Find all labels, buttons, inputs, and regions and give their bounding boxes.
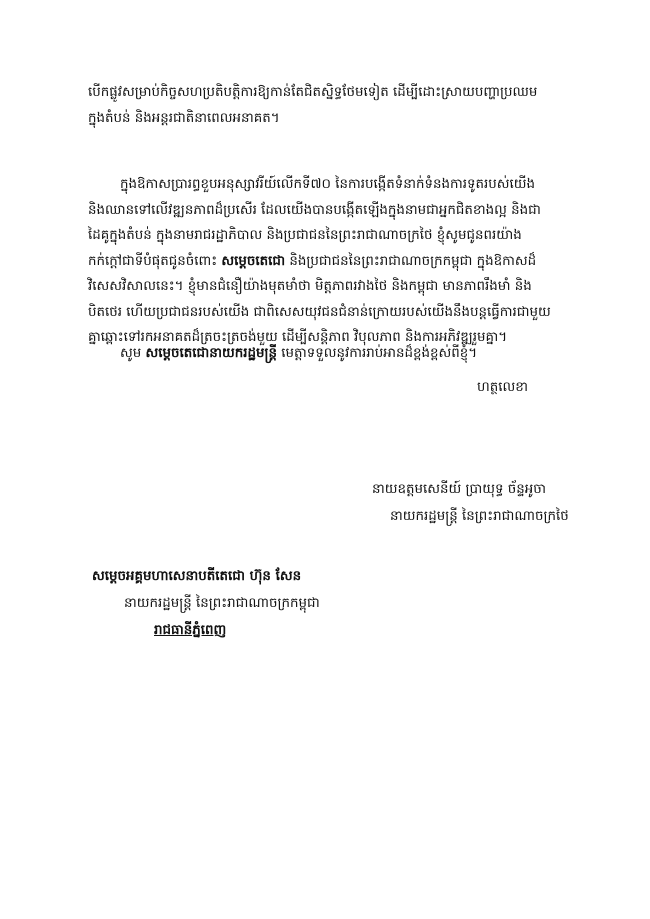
closing-signature: ហត្ថលេខា: [477, 380, 528, 395]
bold-honorific: សម្តេចតេជោ: [221, 253, 286, 269]
text-segment: កក់ក្តៅជាទីបំផុតជូនចំពោះ: [88, 253, 222, 269]
recipient-name: សម្តេចអគ្គមហាសេនាបតីតេជោ ហ៊ុន សែន: [92, 569, 302, 584]
text-line-with-bold: [88, 341, 628, 367]
bold-honorific: សម្តេចតេជោនាយករដ្ឋមន្ត្រី: [145, 346, 278, 361]
paragraph-regards: [88, 341, 628, 367]
text-line: ក្នុងឱកាសប្រារព្ធខួបអនុស្សាវរីយ៍លើកទី៧០ នៃការបង្កើតទំនាក់ទំនងការទូតរបស់យើង: [120, 177, 535, 192]
text-line: វិសេសវិសាលនេះ។ ខ្ញុំមានជំនឿយ៉ាងមុតមាំថា មិត្តភាពរវាងថៃ និងកម្ពុជា មានភាពរឹងមាំ និង: [88, 279, 532, 294]
text-segment: និងប្រជាជននៃព្រះរាជាណាចក្រកម្ពុជា ក្នុងឱកាសដ៏: [285, 253, 537, 269]
text-segment: មេត្តាទទួលនូវការរាប់អានដ៏ខ្ពង់ខ្ពស់ពីខ្ញុំ។: [277, 346, 478, 361]
recipient-title: នាយករដ្ឋមន្ត្រី នៃព្រះរាជាណាចក្រកម្ពុជា: [124, 596, 320, 611]
sender-name: នាយឧត្តមសេនីយ៍ ប្រាយុទ្ធ ច័ន្ទអូចា: [372, 482, 546, 497]
text-line: ដៃគូក្នុងតំបន់ ក្នុងនាមរាជរដ្ឋាភិបាល និងប្រជាជននៃព្រះរាជាណាចក្រថៃ ខ្ញុំសូមជូនពរយ៉ាង: [88, 228, 522, 243]
paragraph-anniversary: [88, 172, 628, 351]
recipient-place: រាជធានីភ្នំពេញ: [154, 623, 227, 638]
recipient-block: [92, 563, 320, 644]
sender-block: [372, 476, 569, 530]
text-line: បិតថេរ ហើយប្រជាជនរបស់យើង ជាពិសេសយុវជនជំនាន់ក្រោយរបស់យើងនឹងបន្តធ្វើការជាមួយ: [88, 304, 551, 320]
paragraph-intro: [88, 80, 628, 131]
text-segment: សូម: [120, 346, 146, 361]
sender-title: នាយករដ្ឋមន្ត្រី នៃព្រះរាជាណាចក្រថៃ: [390, 509, 569, 524]
text-line: បើកផ្លូវសម្រាប់កិច្ចសហប្រតិបត្តិការឱ្យកាន់តែជិតស្និទ្ធថែមទៀត ដើម្បីដោះស្រាយបញ្ហាប្រឈម: [88, 85, 538, 100]
text-line: គ្នាឆ្ពោះទៅរកអនាគតដ៏ត្រចះត្រចង់មួយ ដើម្បីសន្តិភាព វិបុលភាព និងការអភិវឌ្ឍរួមគ្នា។: [88, 330, 508, 345]
text-line-with-bold: [88, 249, 628, 275]
text-line: និងឈានទៅលើវឌ្ឍនភាពដ៏ប្រសើរ ដែលយើងបានបង្កើតឡើងក្នុងនាមជាអ្នកជិតខាងល្អ និងជា: [88, 202, 541, 218]
text-line: ក្នុងតំបន់ និងអន្តរជាតិនាពេលអនាគត។: [88, 110, 280, 126]
